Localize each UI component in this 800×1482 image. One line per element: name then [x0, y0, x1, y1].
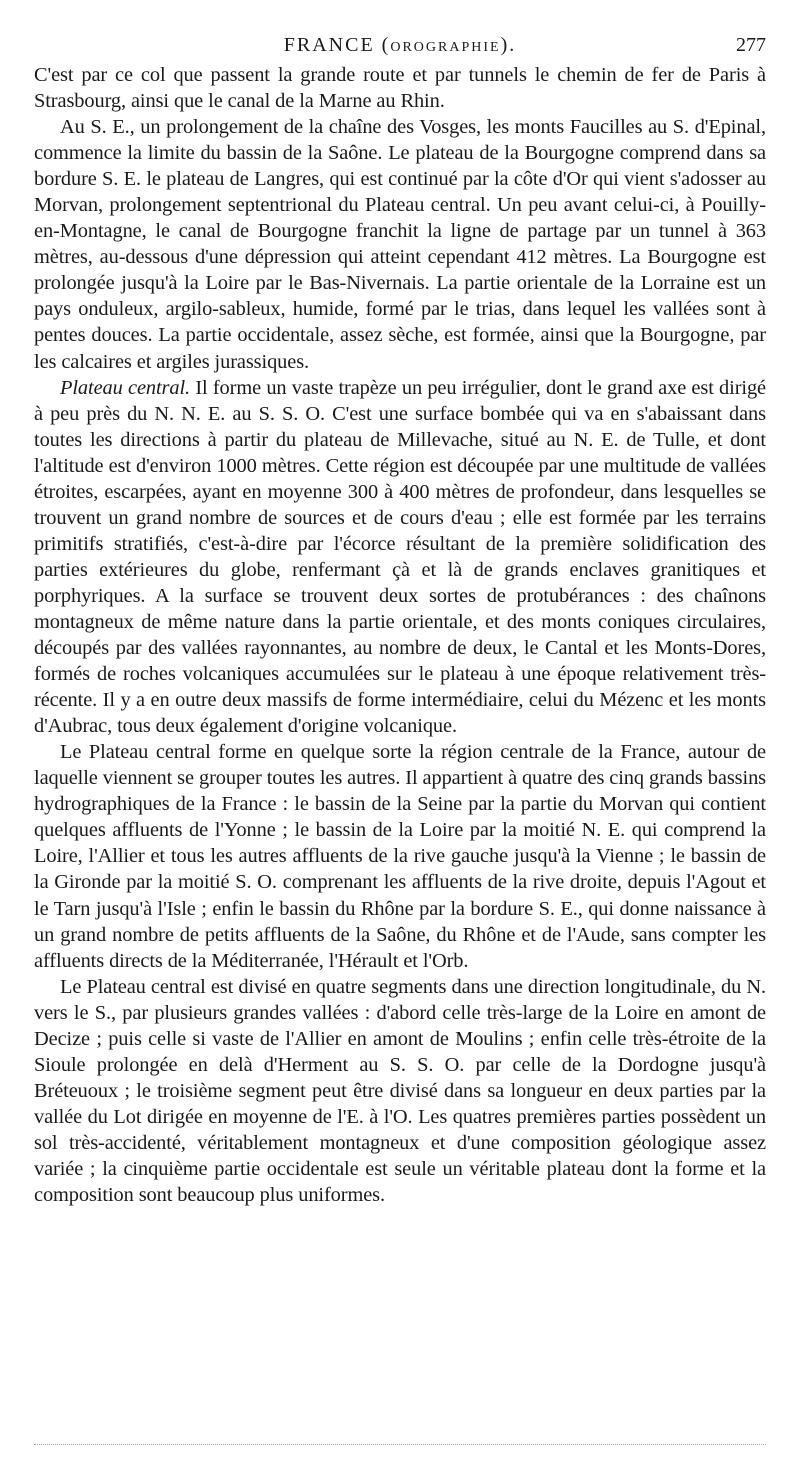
paragraph-5: Le Plateau central est divisé en quatre segments dans une direction longitudinale, du N. vers le S., par plusieurs grandes vallées : d'abord celle très-large de la Loire en amont de Decize ; puis celle si vaste de l'Allier en amont de Moulins ; enfin celle très-étroite de la Sioule prolongée en delà d'Herment au S. S. O. par celle de la Dordogne jusqu'à Bréteuoux ; le troisième segment peut être divisé dans sa longueur en deux parties par la vallée du Lot dirigée en moyenne de l'E. à l'O. Les quatres premières parties possèdent un sol très-accidenté, véritablement montagneux et d'une composition géologique assez variée ; la cinquième partie occidentale est seule un véritable plateau dont la forme et la composition sont beaucoup plus uniformes.	[34, 975, 766, 1207]
footer-dotted-rule	[34, 1444, 766, 1445]
section-heading: Plateau central.	[60, 376, 191, 399]
paragraph-2: Au S. E., un prolongement de la chaîne des Vosges, les monts Faucilles au S. d'Epinal, commence la limite du bassin de la Saône. Le plateau de la Bourgogne comprend dans sa bordure S. E. le plateau de Langres, qui est continué par la côte d'Or qui vient s'adosser au Morvan, prolongement septentrional du Plateau central. Un peu avant celui-ci, à Pouilly-en-Montagne, le canal de Bourgogne franchit la ligne de partage par un tunnel à 363 mètres, au-dessous d'une dépression qui atteint cependant 412 mètres. La Bourgogne est prolongée jusqu'à la Loire par le Bas-Nivernais. La partie orientale de la Lorraine est un pays onduleux, argilo-sableux, humide, formé par le trias, dans lequel les vallées sont à pentes douces. La partie occidentale, assez sèche, est formée, ainsi que la Bourgogne, par les calcaires et argiles jurassiques.	[34, 116, 766, 373]
paragraph-3	[34, 375, 766, 740]
running-header	[34, 34, 766, 60]
paragraph-1: C'est par ce col que passent la grande route et par tunnels le chemin de fer de Paris à Strasbourg, ainsi que le canal de la Marne au Rhin.	[34, 64, 766, 113]
page-number: 277	[736, 34, 766, 56]
title-end: ).	[500, 34, 517, 56]
title-main: FRANCE (	[283, 34, 391, 56]
running-title	[34, 34, 766, 57]
title-subject: OROGRAPHIE	[390, 40, 501, 55]
paragraph-4: Le Plateau central forme en quelque sorte la région centrale de la France, autour de laquelle viennent se grouper toutes les autres. Il appartient à quatre des cinq grands bassins hydrographiques de la France : le bassin de la Seine par la partie du Morvan qui contient quelques affluents de l'Yonne ; le bassin de la Loire par la moitié N. E. qui comprend la Loire, l'Allier et tous les autres affluents de la rive gauche jusqu'à la Vienne ; le bassin de la Gironde par la moitié S. O. comprenant les affluents de la rive droite, depuis l'Agout et le Tarn jusqu'à l'Isle ; enfin le bassin du Rhône par la bordure S. E., qui donne naissance à un grand nombre de petits affluents de la Saône, du Rhône et de l'Aude, sans compter les affluents directs de la Méditerranée, l'Hérault et l'Orb.	[34, 741, 766, 972]
body-text	[34, 62, 766, 1208]
paragraph-3-text: Il forme un vaste trapèze un peu irrégulier, dont le grand axe est dirigé à peu près du N. N. E. au S. S. O. C'est une surface bombée qui va en s'abaissant dans toutes les directions à partir du plateau de Millevache, situé au N. E. de Tulle, et dont l'altitude est d'environ 1000 mètres. Cette région est découpée par une multitude de vallées étroites, escarpées, ayant en moyenne 300 à 400 mètres de profondeur, dans lesquelles se trouvent un grand nombre de sources et de cours d'eau ; elle est formée par les terrains primitifs stratifiés, c'est-à-dire par l'écorce résultant de la première solidification des parties extérieures du globe, renfermant çà et là de grands enclaves granitiques et porphyriques. A la surface se trouvent deux sortes de protubérances : des chaînons montagneux de même nature dans la partie orientale, et des monts coniques circulaires, découpés par des vallées rayonnantes, au nombre de deux, le Cantal et les Monts-Dores, formés de roches volcaniques accumulées sur le plateau à une époque relativement très-récente. Il y a en outre deux massifs de forme intermédiaire, celui du Mézenc et les monts d'Aubrac, tous deux également d'origine volcanique.	[34, 376, 767, 738]
